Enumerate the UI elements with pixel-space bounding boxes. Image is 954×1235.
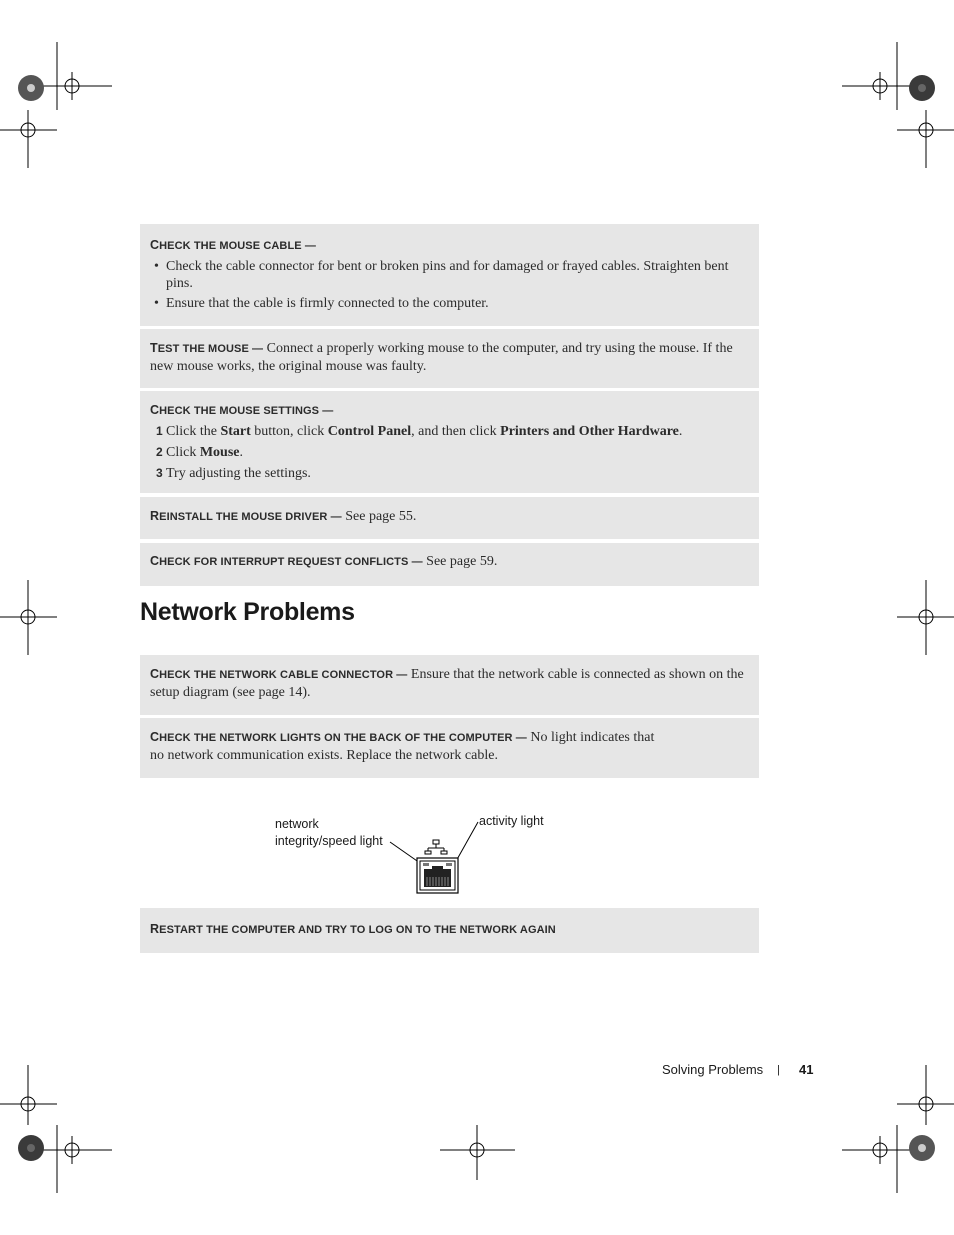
restart-heading: RESTART THE COMPUTER AND TRY TO LOG ON TO THE NETWORK AGAIN [150,922,556,936]
restart-box [140,908,759,953]
list-item: 2 Click Mouse. [156,445,244,460]
network-cable-box [140,655,759,715]
reinstall-driver-text: See page 55. [345,509,417,524]
list-item: • Check the cable connector for bent or broken pins and for damaged or frayed cables. Straighten bent pins. [150,258,749,292]
test-mouse-text: Connect a properly working mouse to the computer, and try using the mouse. If the new mouse works, the original mouse was faulty. [150,341,733,374]
network-lights-heading: CHECK THE NETWORK LIGHTS ON THE BACK OF THE COMPUTER — [150,730,527,744]
network-cable-text: Ensure that the network cable is connected as shown on the setup diagram (see page 14). [150,667,744,700]
integrity-light-label: network integrity/speed light [275,817,383,848]
mouse-settings-heading: CHECK THE MOUSE SETTINGS — [150,403,334,417]
reinstall-driver-box [140,497,759,539]
network-lights-text: No light indicates that no network communication exists. Replace the network cable. [150,730,655,763]
footer-separator: | [777,1064,780,1076]
mouse-settings-box [140,391,759,493]
mouse-cable-heading: CHECK THE MOUSE CABLE — [150,238,316,252]
test-mouse-box [140,329,759,388]
irq-conflicts-box [140,543,759,586]
network-lights-box [140,718,759,778]
list-item: 3 Try adjusting the settings. [156,466,311,481]
irq-conflicts-text: See page 59. [426,554,498,569]
list-item: 1 Click the Start button, click Control Panel, and then click Printers and Other Hardware. [156,424,683,439]
page-number: 41 [799,1062,814,1077]
test-mouse-heading: TEST THE MOUSE — [150,341,264,355]
network-connector-diagram [380,815,490,900]
list-item: • Ensure that the cable is firmly connected to the computer. [150,295,749,312]
network-cable-heading: CHECK THE NETWORK CABLE CONNECTOR — [150,667,408,681]
section-title: Network Problems [140,598,355,626]
mouse-cable-box [140,224,759,326]
reinstall-driver-heading: REINSTALL THE MOUSE DRIVER — [150,509,342,523]
activity-light-label: activity light [479,814,544,828]
footer-section-name: Solving Problems [662,1062,764,1077]
irq-conflicts-heading: CHECK FOR INTERRUPT REQUEST CONFLICTS — [150,554,423,568]
network-icon [425,840,447,854]
